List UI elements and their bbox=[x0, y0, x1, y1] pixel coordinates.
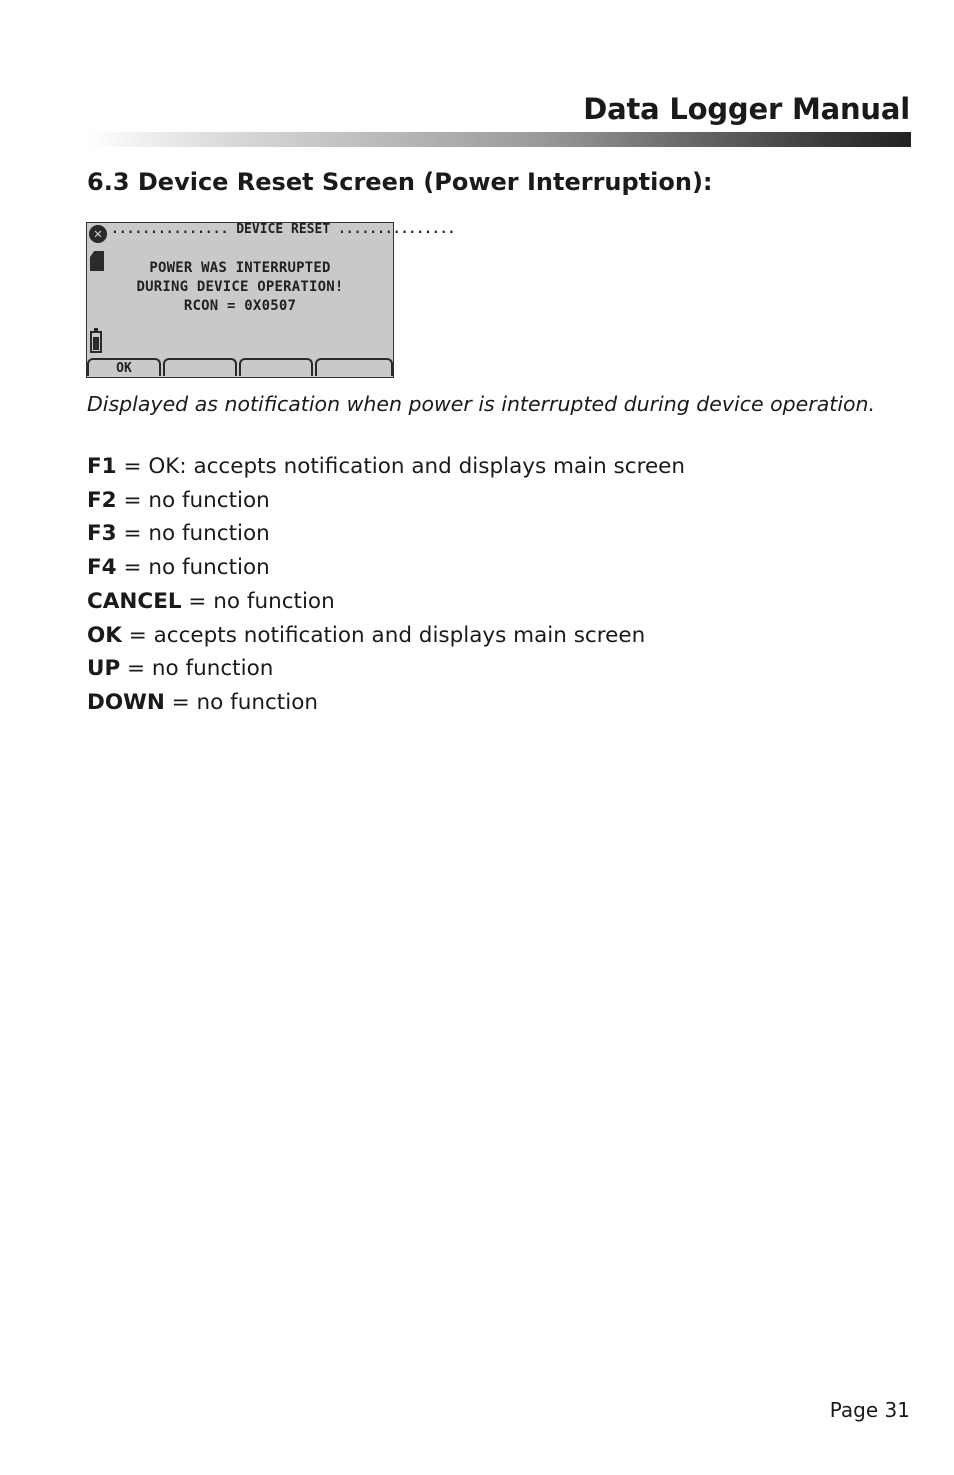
softkey-f2 bbox=[163, 358, 237, 376]
softkey-ok: OK bbox=[87, 358, 161, 376]
list-item bbox=[87, 686, 685, 720]
key-name: F3 bbox=[87, 521, 117, 547]
close-icon: ✕ bbox=[89, 225, 107, 243]
key-description: = OK: accepts notification and displays main screen bbox=[116, 454, 686, 479]
key-name: F4 bbox=[87, 555, 117, 581]
battery-level-fill bbox=[93, 337, 99, 351]
key-description: = no function bbox=[120, 656, 274, 682]
device-message-line: RCON = 0X0507 bbox=[183, 298, 297, 314]
device-screen-title: ............... DEVICE RESET ............... bbox=[111, 222, 456, 237]
header-gradient-rule bbox=[86, 132, 911, 147]
key-function-list bbox=[87, 450, 685, 720]
page-number: Page 31 bbox=[829, 1398, 910, 1422]
list-item bbox=[87, 585, 685, 619]
list-item bbox=[87, 450, 685, 484]
key-name: F2 bbox=[87, 487, 117, 513]
key-description: = no function bbox=[181, 588, 335, 614]
key-description: = no function bbox=[116, 487, 270, 513]
key-name: DOWN bbox=[87, 689, 165, 715]
list-item bbox=[87, 517, 685, 551]
list-item bbox=[87, 551, 685, 585]
device-message-line: DURING DEVICE OPERATION! bbox=[136, 279, 344, 295]
device-message-line: POWER WAS INTERRUPTED bbox=[149, 260, 331, 276]
list-item bbox=[87, 619, 685, 653]
key-name: CANCEL bbox=[87, 588, 182, 614]
key-name: F1 bbox=[87, 454, 117, 479]
softkey-f4 bbox=[315, 358, 393, 376]
section-title: 6.3 Device Reset Screen (Power Interruption): bbox=[87, 168, 713, 196]
key-description: = accepts notification and displays main screen bbox=[121, 622, 646, 648]
device-screen-image bbox=[86, 222, 456, 378]
softkey-bar bbox=[87, 358, 393, 377]
screen-caption: Displayed as notification when power is interrupted during device operation. bbox=[87, 392, 876, 416]
list-item bbox=[87, 652, 685, 686]
softkey-f3 bbox=[239, 358, 313, 376]
key-name: OK bbox=[87, 622, 122, 648]
key-description: = no function bbox=[116, 555, 270, 581]
key-description: = no function bbox=[164, 689, 318, 715]
list-item bbox=[87, 484, 685, 518]
key-name: UP bbox=[87, 656, 121, 682]
manual-title: Data Logger Manual bbox=[583, 92, 910, 126]
battery-icon bbox=[90, 331, 102, 353]
key-description: = no function bbox=[116, 521, 270, 547]
